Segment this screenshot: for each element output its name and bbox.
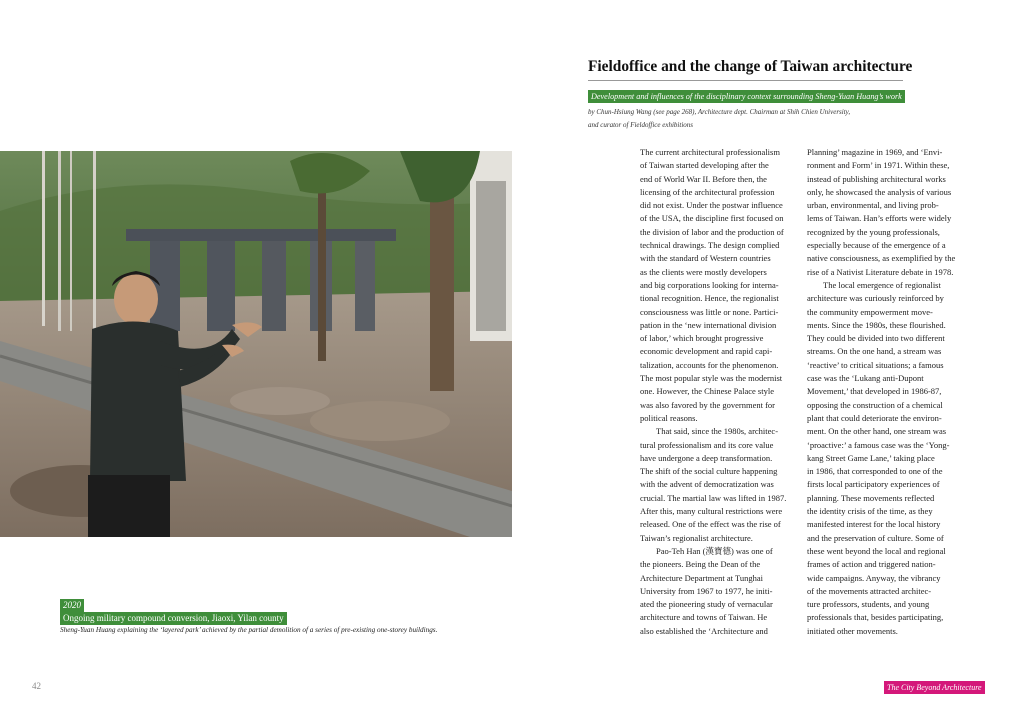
body-text-line: tional recognition. Hence, the regionalist [640,293,779,304]
article-byline [588,106,908,131]
body-text-line: streams. On the one hand, a stream was [807,346,942,357]
body-text-line: Movement,’ that developed in 1986-87, [807,386,942,397]
body-text-line: plant that could deteriorate the environ- [807,412,942,423]
body-text-line: native consciousness, as exemplified by the [807,253,956,264]
photo-caption: Sheng-Yuan Huang explaining the ‘layered park’ achieved by the partial demolition of a series of pre-existing one-storey buildings. [60,626,438,634]
body-text-line: licensing of the architectural profession [640,186,775,197]
body-text-line: one. However, the Chinese Palace style [640,386,774,397]
body-text-line: planning. These movements reflected [807,492,935,503]
body-text-line: ture professors, students, and young [807,599,930,610]
byline-line-2: and curator of Fieldoffice exhibitions [588,120,693,129]
body-text-line: initiated other movements. [807,625,898,636]
body-text-line: these went beyond the local and regional [807,545,946,556]
body-text-line: political reasons. [640,412,698,423]
body-text-line: lems of Taiwan. Han’s efforts were widely [807,213,952,224]
book-title-tag: The City Beyond Architecture [884,681,985,694]
body-text-line: ment. On the other hand, one stream was [807,426,947,437]
body-text-line: architecture and towns of Taiwan. He [640,612,768,623]
body-text-line: rise of a Nativist Literature debate in 1978. [807,266,954,277]
body-text-line: That said, since the 1980s, architec- [656,426,779,437]
body-text-line: end of World War II. Before then, the [640,173,767,184]
body-text-line: the community empowerment move- [807,306,933,317]
body-text-line: in 1986, that corresponded to one of the [807,466,943,477]
body-text-line: case was the ‘Lukang anti-Dupont [807,373,924,384]
body-text-line: crucial. The martial law was lifted in 1987. [640,492,787,503]
body-text-line: instead of publishing architectural works [807,173,946,184]
body-text-line: Pao-Teh Han (漢寶德) was one of [656,545,773,556]
body-text-line: ronment and Form’ in 1971. Within these, [807,160,950,171]
body-text-line: consciousness was little or none. Partici- [640,306,779,317]
body-text-line: ‘proactive:’ a famous case was the ‘Yong- [807,439,950,450]
body-text-line: have undergone a deep transformation. [640,452,773,463]
body-text-line: the division of labor and the production of [640,226,784,237]
body-text-line: tural professionalism and its core value [640,439,774,450]
body-text-line: was also favored by the government for [640,399,776,410]
body-text-line: Taiwan’s regionalist architecture. [640,532,753,543]
body-text-line: the identity crisis of the time, as they [807,506,933,517]
body-text-line: wide campaigns. Anyway, the vibrancy [807,572,941,583]
body-text-line: especially because of the emergence of a [807,240,946,251]
site-photo [0,151,512,537]
body-text-line: and the preservation of culture. Some of [807,532,944,543]
body-text-line: with the standard of Western countries [640,253,771,264]
caption-year-tag: 2020 [60,599,84,612]
body-text-line: After this, many cultural restrictions were [640,506,783,517]
body-text-line: as the clients were mostly developers [640,266,767,277]
site-photo-illustration [0,151,512,537]
body-text-line: pation in the ‘new international division [640,319,777,330]
body-text-line: only, he showcased the analysis of various [807,186,952,197]
body-text-line: did not exist. Under the postwar influence [640,200,783,211]
body-text-line: The shift of the social culture happening [640,466,778,477]
body-text-line: kang Street Game Lane,’ taking place [807,452,935,463]
body-column-2 [807,146,964,638]
body-text-line: architecture was curiously reinforced by [807,293,944,304]
body-text-line: The most popular style was the modernist [640,373,783,384]
title-divider [588,80,903,81]
body-text-line: The current architectural professionalism [640,147,780,157]
body-text-line: of Taiwan started developing after the [640,160,769,171]
body-text-line: University from 1967 to 1977, he initi- [640,585,773,596]
body-text-line: also established the ‘Architecture and [640,625,768,636]
article-title: Fieldoffice and the change of Taiwan architecture [588,58,913,75]
body-text-line: economic development and rapid capi- [640,346,773,357]
body-text-line: ated the pioneering study of vernacular [640,599,773,610]
body-text-line: Architecture Department at Tunghai [640,572,763,583]
body-text-line: of the movements attracted architec- [807,585,932,596]
body-text-line: urban, environmental, and living prob- [807,200,939,211]
caption-location-tag: Ongoing military compound conversion, Jiaoxi, Yilan county [60,612,287,625]
article-subtitle: Development and influences of the disciplinary context surrounding Sheng-Yuan Huang’s work [588,90,905,103]
body-text-line: with the advent of democratization was [640,479,774,490]
body-text-line: the pioneers. Being the Dean of the [640,559,761,570]
body-text-line: They could be divided into two different [807,333,945,344]
body-text-line: frames of action and triggered nation- [807,559,936,570]
body-text-line: technical drawings. The design complied [640,240,780,251]
body-text-line: of the USA, the discipline first focused on [640,213,784,224]
body-column-1 [640,146,797,638]
body-text-line: released. One of the effect was the rise of [640,519,781,530]
body-text-line: ‘reactive’ to critical situations; a famous [807,359,944,370]
body-text-line: recognized by the young professionals, [807,226,940,237]
byline-line-1: by Chun-Hsiung Wang (see page 268), Architecture dept. Chairman at Shih Chien University, [588,108,851,116]
body-text-line: and big corporations looking for interna- [640,279,779,290]
body-text-line: professionals that, besides participating, [807,612,944,623]
body-text-line: talization, accounts for the phenomenon. [640,359,779,370]
body-text-line: The local emergence of regionalist [823,279,941,290]
body-text-line: of labor,’ which brought progressive [640,333,764,344]
body-text-line: opposing the construction of a chemical [807,399,943,410]
body-text-line: ments. Since the 1980s, these flourished. [807,319,946,330]
body-text-line: Planning’ magazine in 1969, and ‘Envi- [807,147,943,157]
page-number: 42 [32,681,41,691]
body-text-line: manifested interest for the local history [807,519,941,530]
body-text-line: firsts local participatory experiences of [807,479,940,490]
